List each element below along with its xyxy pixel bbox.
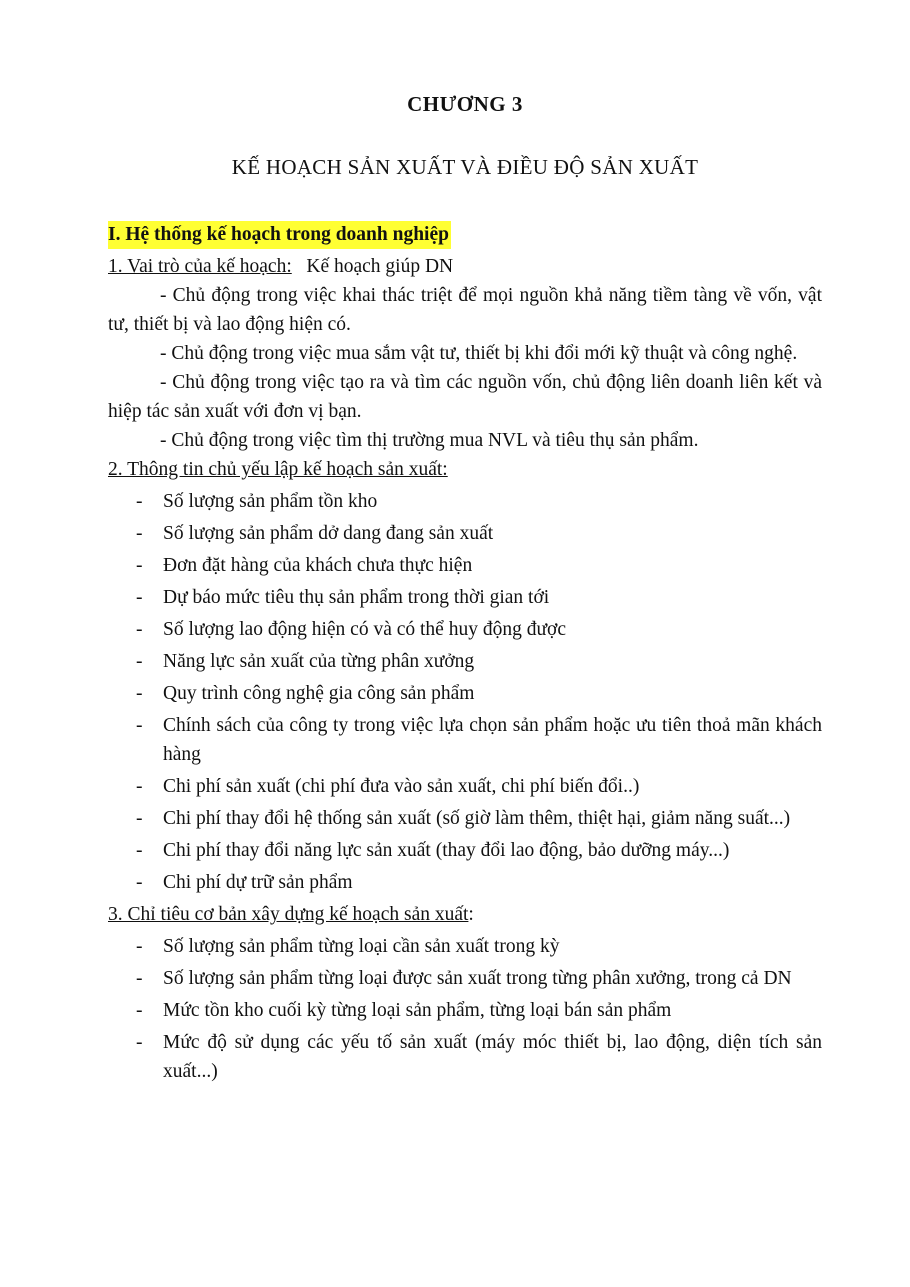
dash-bullet: - bbox=[136, 715, 143, 736]
list-item: - Số lượng sản phẩm dở dang đang sản xuất bbox=[108, 519, 822, 548]
dash-bullet: - bbox=[136, 840, 143, 861]
dash-bullet: - bbox=[136, 651, 143, 672]
list-item: - Số lượng sản phẩm tồn kho bbox=[108, 487, 822, 516]
sub-heading-vai-tro: 1. Vai trò của kế hoạch: bbox=[108, 256, 292, 277]
info-list bbox=[108, 487, 822, 897]
list-item: - Chi phí thay đổi hệ thống sản xuất (số giờ làm thêm, thiệt hại, giảm năng suất...) bbox=[108, 804, 822, 833]
list-item: - Chi phí sản xuất (chi phí đưa vào sản xuất, chi phí biến đổi..) bbox=[108, 772, 822, 801]
sub-heading-thong-tin: 2. Thông tin chủ yếu lập kế hoạch sản xuất: bbox=[108, 459, 448, 480]
list-item: - Mức độ sử dụng các yếu tố sản xuất (máy móc thiết bị, lao động, diện tích sản xuất...) bbox=[108, 1028, 822, 1086]
sub-heading-chi-tieu: 3. Chỉ tiêu cơ bản xây dựng kế hoạch sản xuất bbox=[108, 904, 469, 925]
dash-bullet: - bbox=[136, 872, 143, 893]
dash-bullet: - bbox=[136, 968, 143, 989]
dash-bullet: - bbox=[136, 808, 143, 829]
list-item: - Mức tồn kho cuối kỳ từng loại sản phẩm, từng loại bán sản phẩm bbox=[108, 996, 822, 1025]
indicator-list bbox=[108, 932, 822, 1086]
sub-heading-2-line bbox=[108, 455, 822, 484]
sub-heading-colon: : bbox=[468, 904, 474, 925]
paragraph: - Chủ động trong việc khai thác triệt để mọi nguồn khả năng tiềm tàng về vốn, vật tư, thiết bị và lao động hiện có. bbox=[108, 285, 822, 335]
paragraph: - Chủ động trong việc mua sắm vật tư, thiết bị khi đổi mới kỹ thuật và công nghệ. bbox=[160, 343, 798, 364]
dash-bullet: - bbox=[136, 1032, 143, 1053]
paragraph: - Chủ động trong việc tạo ra và tìm các nguồn vốn, chủ động liên doanh liên kết và hiệp tác sản xuất với đơn vị bạn. bbox=[108, 372, 822, 422]
list-item: - Chi phí thay đổi năng lực sản xuất (thay đổi lao động, bảo dưỡng máy...) bbox=[108, 836, 822, 865]
list-item: - Dự báo mức tiêu thụ sản phẩm trong thời gian tới bbox=[108, 583, 822, 612]
dash-bullet: - bbox=[136, 936, 143, 957]
dash-bullet: - bbox=[136, 587, 143, 608]
list-item: - Chi phí dự trữ sản phẩm bbox=[108, 868, 822, 897]
dash-bullet: - bbox=[136, 776, 143, 797]
sub-heading-1-line bbox=[108, 252, 822, 281]
list-item: - Số lượng sản phẩm từng loại cần sản xuất trong kỳ bbox=[108, 932, 822, 961]
paragraph: - Chủ động trong việc tìm thị trường mua NVL và tiêu thụ sản phẩm. bbox=[160, 430, 699, 451]
document-body bbox=[108, 220, 822, 1089]
list-item: - Quy trình công nghệ gia công sản phẩm bbox=[108, 679, 822, 708]
list-item: - Số lượng lao động hiện có và có thể huy động được bbox=[108, 615, 822, 644]
sub-heading-lead: Kế hoạch giúp DN bbox=[306, 256, 454, 277]
dash-bullet: - bbox=[136, 619, 143, 640]
chapter-heading: CHƯƠNG 3 bbox=[407, 92, 523, 116]
sub-heading-3-line bbox=[108, 900, 822, 929]
list-item: - Chính sách của công ty trong việc lựa chọn sản phẩm hoặc ưu tiên thoả mãn khách hàng bbox=[108, 711, 822, 769]
dash-bullet: - bbox=[136, 491, 143, 512]
list-item: - Năng lực sản xuất của từng phân xưởng bbox=[108, 647, 822, 676]
chapter-title: KẾ HOẠCH SẢN XUẤT VÀ ĐIỀU ĐỘ SẢN XUẤT bbox=[231, 155, 699, 179]
section-heading-highlighted: I. Hệ thống kế hoạch trong doanh nghiệp bbox=[108, 221, 451, 249]
dash-bullet: - bbox=[136, 555, 143, 576]
dash-bullet: - bbox=[136, 1000, 143, 1021]
list-item: - Đơn đặt hàng của khách chưa thực hiện bbox=[108, 551, 822, 580]
list-item: - Số lượng sản phẩm từng loại được sản xuất trong từng phân xưởng, trong cả DN bbox=[108, 964, 822, 993]
dash-bullet: - bbox=[136, 523, 143, 544]
dash-bullet: - bbox=[136, 683, 143, 704]
